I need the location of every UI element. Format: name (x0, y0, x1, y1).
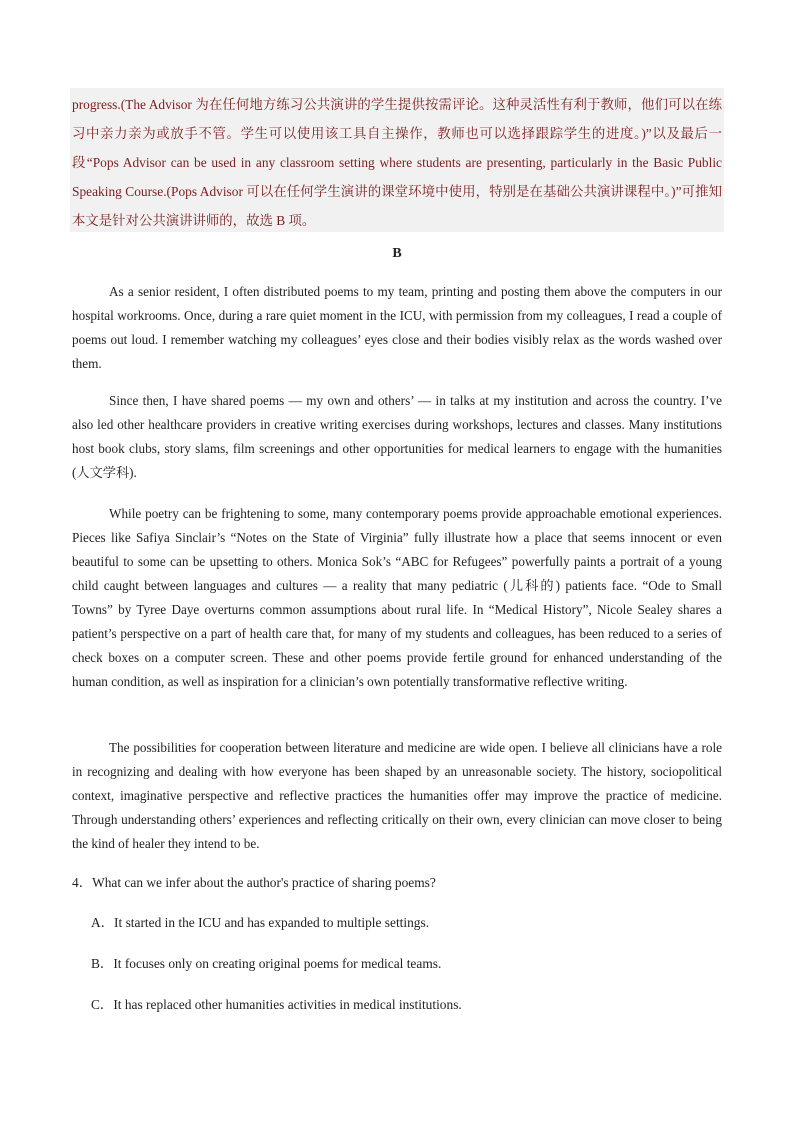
paragraph-text: While poetry can be frightening to some, many contemporary poems provide approachable emotional experiences. Pieces like Safiya Sinclair’s “Notes on the State of Virginia” fully illustrate how a place that seems innocent or even beautiful to some can be upsetting to others. Monica Sok’s “ABC for Refugees” powerfully paints a portrait of a young child caught between languages and cultures — a reality that many pediatric (儿科的) patients face. “Ode to Small Towns” by Tyree Daye overturns common assumptions about rural life. In “Medical History”, Nicole Sealey shares a patient’s perspective on a part of health care that, for many of my students and colleagues, has been reduced to a series of check boxes on a computer screen. These and other poems provide fertile ground for enhanced understanding of the human condition, as well as inspiration for a clinician’s own potentially transformative reflective writing. (72, 506, 722, 689)
paragraph-text: As a senior resident, I often distributed poems to my team, printing and posting them above the computers in our hospital workrooms. Once, during a rare quiet moment in the ICU, with permission from my colleagues, I read a couple of poems out loud. I remember watching my colleagues’ eyes close and their bodies visibly relax as the words washed over them. (72, 284, 722, 371)
passage-paragraph-4 (72, 736, 722, 856)
answer-explanation-box (70, 88, 724, 232)
passage-paragraph-1 (72, 280, 722, 376)
option-b: B．It focuses only on creating original poems for medical teams. (91, 956, 442, 971)
question-stem: 4．What can we infer about the author's practice of sharing poems? (72, 875, 436, 890)
answer-explanation-text: progress.(The Advisor 为在任何地方练习公共演讲的学生提供按需评论。这种灵活性有利于教师，他们可以在练习中亲力亲为或放手不管。学生可以使用该工具自主操作，教师也可以选择跟踪学生的进度。)”以及最后一段“Pops Advisor can be used in any classroom setting where students are presenting, particularly in the Basic Public Speaking Course.(Pops Advisor 可以在任何学生演讲的课堂环境中使用，特别是在基础公共演讲课程中。)”可推知本文是针对公共演讲讲师的，故选 B 项。 (72, 97, 722, 228)
option-c: C．It has replaced other humanities activities in medical institutions. (91, 997, 462, 1012)
passage-paragraph-3 (72, 502, 722, 694)
option-a: A．It started in the ICU and has expanded to multiple settings. (91, 915, 430, 930)
section-label: B (392, 246, 402, 261)
passage-paragraph-2 (72, 389, 722, 485)
paragraph-text: Since then, I have shared poems — my own and others’ — in talks at my institution and across the country. I’ve also led other healthcare providers in creative writing exercises during workshops, lectures and classes. Many institutions host book clubs, story slams, film screenings and other opportunities for medical learners to engage with the humanities (人文学科). (72, 393, 722, 480)
paragraph-text: The possibilities for cooperation between literature and medicine are wide open. I believe all clinicians have a role in recognizing and dealing with how everyone has been shaped by an unreasonable society. The history, sociopolitical context, imaginative perspective and reflective practices the humanities offer may improve the practice of medicine. Through understanding others’ experiences and reflecting critically on their own, every clinician can move closer to being the kind of healer they intend to be. (72, 740, 722, 851)
